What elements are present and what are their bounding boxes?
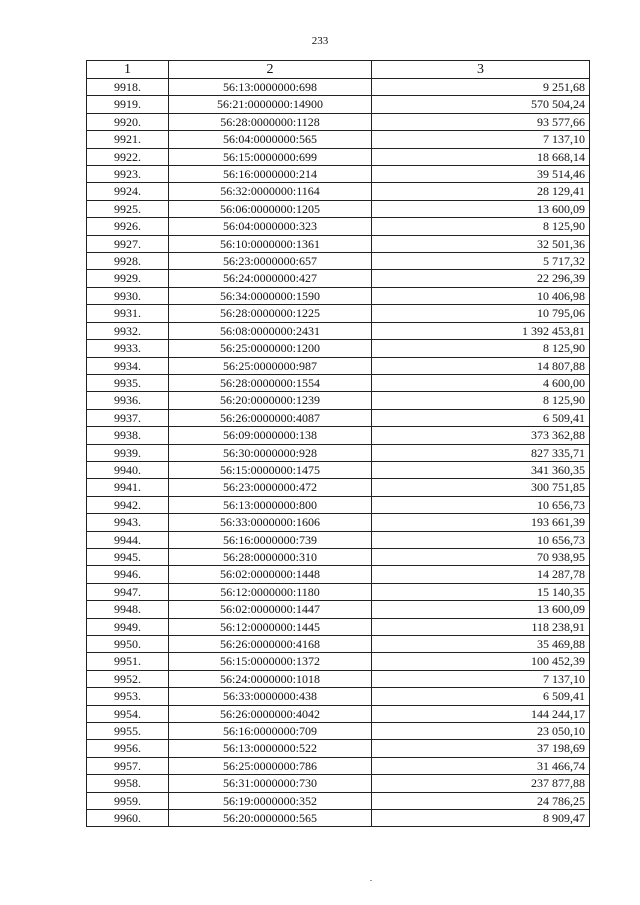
cadastral-number-cell: 56:02:0000000:1447 [169, 601, 372, 618]
cadastral-number-cell: 56:30:0000000:928 [169, 444, 372, 461]
row-number-cell: 9918. [87, 79, 169, 96]
row-number-cell: 9949. [87, 618, 169, 635]
cadastral-number-cell: 56:26:0000000:4042 [169, 705, 372, 722]
amount-cell: 10 795,06 [372, 305, 590, 322]
table-row [87, 531, 590, 548]
column-header-2: 2 [169, 61, 372, 79]
amount-cell: 10 406,98 [372, 287, 590, 304]
cadastral-number-cell: 56:26:0000000:4168 [169, 636, 372, 653]
row-number-cell: 9936. [87, 392, 169, 409]
amount-cell: 6 509,41 [372, 688, 590, 705]
amount-cell: 8 125,90 [372, 340, 590, 357]
row-number-cell: 9955. [87, 723, 169, 740]
cadastral-number-cell: 56:13:0000000:522 [169, 740, 372, 757]
row-number-cell: 9933. [87, 340, 169, 357]
table-row [87, 131, 590, 148]
row-number-cell: 9950. [87, 636, 169, 653]
amount-cell: 15 140,35 [372, 583, 590, 600]
amount-cell: 14 287,78 [372, 566, 590, 583]
cadastral-number-cell: 56:19:0000000:352 [169, 792, 372, 809]
table-row [87, 392, 590, 409]
table-row [87, 374, 590, 391]
table-row [87, 357, 590, 374]
cadastral-number-cell: 56:15:0000000:699 [169, 148, 372, 165]
cadastral-number-cell: 56:31:0000000:730 [169, 775, 372, 792]
table-row [87, 461, 590, 478]
amount-cell: 7 137,10 [372, 670, 590, 687]
row-number-cell: 9919. [87, 96, 169, 113]
cadastral-number-cell: 56:09:0000000:138 [169, 427, 372, 444]
cadastral-number-cell: 56:23:0000000:657 [169, 253, 372, 270]
table-row [87, 200, 590, 217]
row-number-cell: 9943. [87, 514, 169, 531]
row-number-cell: 9930. [87, 287, 169, 304]
amount-cell: 118 238,91 [372, 618, 590, 635]
amount-cell: 300 751,85 [372, 479, 590, 496]
table-row [87, 340, 590, 357]
table-row [87, 757, 590, 774]
row-number-cell: 9934. [87, 357, 169, 374]
column-header-1: 1 [87, 61, 169, 79]
amount-cell: 827 335,71 [372, 444, 590, 461]
cadastral-number-cell: 56:24:0000000:1018 [169, 670, 372, 687]
table-row [87, 183, 590, 200]
cadastral-number-cell: 56:20:0000000:565 [169, 810, 372, 827]
row-number-cell: 9920. [87, 113, 169, 130]
amount-cell: 100 452,39 [372, 653, 590, 670]
amount-cell: 10 656,73 [372, 531, 590, 548]
amount-cell: 570 504,24 [372, 96, 590, 113]
row-number-cell: 9927. [87, 235, 169, 252]
page-number: 233 [311, 35, 329, 47]
amount-cell: 10 656,73 [372, 496, 590, 513]
row-number-cell: 9956. [87, 740, 169, 757]
cadastral-number-cell: 56:20:0000000:1239 [169, 392, 372, 409]
table-row [87, 670, 590, 687]
row-number-cell: 9922. [87, 148, 169, 165]
table-row [87, 218, 590, 235]
table-row [87, 113, 590, 130]
cadastral-number-cell: 56:16:0000000:214 [169, 166, 372, 183]
row-number-cell: 9948. [87, 601, 169, 618]
amount-cell: 14 807,88 [372, 357, 590, 374]
cadastral-number-cell: 56:25:0000000:786 [169, 757, 372, 774]
amount-cell: 8 125,90 [372, 218, 590, 235]
cadastral-number-cell: 56:24:0000000:427 [169, 270, 372, 287]
table-row [87, 514, 590, 531]
cadastral-number-cell: 56:12:0000000:1445 [169, 618, 372, 635]
row-number-cell: 9928. [87, 253, 169, 270]
amount-cell: 70 938,95 [372, 548, 590, 565]
amount-cell: 5 717,32 [372, 253, 590, 270]
amount-cell: 8 909,47 [372, 810, 590, 827]
amount-cell: 13 600,09 [372, 200, 590, 217]
row-number-cell: 9947. [87, 583, 169, 600]
table-row [87, 96, 590, 113]
row-number-cell: 9945. [87, 548, 169, 565]
table-row [87, 601, 590, 618]
row-number-cell: 9938. [87, 427, 169, 444]
cadastral-number-cell: 56:34:0000000:1590 [169, 287, 372, 304]
table-row [87, 653, 590, 670]
table-row [87, 705, 590, 722]
row-number-cell: 9925. [87, 200, 169, 217]
amount-cell: 22 296,39 [372, 270, 590, 287]
table-row [87, 810, 590, 827]
row-number-cell: 9951. [87, 653, 169, 670]
amount-cell: 193 661,39 [372, 514, 590, 531]
row-number-cell: 9939. [87, 444, 169, 461]
table-body [87, 79, 590, 827]
amount-cell: 6 509,41 [372, 409, 590, 426]
row-number-cell: 9935. [87, 374, 169, 391]
amount-cell: 32 501,36 [372, 235, 590, 252]
table-row [87, 688, 590, 705]
cadastral-number-cell: 56:28:0000000:1554 [169, 374, 372, 391]
cadastral-number-cell: 56:32:0000000:1164 [169, 183, 372, 200]
row-number-cell: 9932. [87, 322, 169, 339]
amount-cell: 37 198,69 [372, 740, 590, 757]
cadastral-number-cell: 56:16:0000000:709 [169, 723, 372, 740]
table-row [87, 636, 590, 653]
table-row [87, 444, 590, 461]
column-header-3: 3 [372, 61, 590, 79]
amount-cell: 237 877,88 [372, 775, 590, 792]
cadastral-number-cell: 56:13:0000000:800 [169, 496, 372, 513]
amount-cell: 7 137,10 [372, 131, 590, 148]
cadastral-number-cell: 56:04:0000000:565 [169, 131, 372, 148]
cadastral-number-cell: 56:25:0000000:987 [169, 357, 372, 374]
row-number-cell: 9960. [87, 810, 169, 827]
cadastral-number-cell: 56:15:0000000:1475 [169, 461, 372, 478]
table-row [87, 322, 590, 339]
amount-cell: 18 668,14 [372, 148, 590, 165]
row-number-cell: 9941. [87, 479, 169, 496]
row-number-cell: 9929. [87, 270, 169, 287]
table-row [87, 548, 590, 565]
cadastral-number-cell: 56:28:0000000:1128 [169, 113, 372, 130]
row-number-cell: 9937. [87, 409, 169, 426]
amount-cell: 373 362,88 [372, 427, 590, 444]
amount-cell: 23 050,10 [372, 723, 590, 740]
amount-cell: 13 600,09 [372, 601, 590, 618]
cadastral-number-cell: 56:15:0000000:1372 [169, 653, 372, 670]
table-row [87, 775, 590, 792]
row-number-cell: 9944. [87, 531, 169, 548]
amount-cell: 39 514,46 [372, 166, 590, 183]
table-row [87, 148, 590, 165]
table-row [87, 618, 590, 635]
cadastral-number-cell: 56:21:0000000:14900 [169, 96, 372, 113]
cadastral-number-cell: 56:16:0000000:739 [169, 531, 372, 548]
table-row [87, 409, 590, 426]
table-row [87, 427, 590, 444]
row-number-cell: 9958. [87, 775, 169, 792]
row-number-cell: 9946. [87, 566, 169, 583]
cadastral-number-cell: 56:13:0000000:698 [169, 79, 372, 96]
scan-speck [370, 880, 372, 881]
cadastral-number-cell: 56:33:0000000:438 [169, 688, 372, 705]
table-row [87, 305, 590, 322]
row-number-cell: 9942. [87, 496, 169, 513]
amount-cell: 31 466,74 [372, 757, 590, 774]
table-row [87, 270, 590, 287]
row-number-cell: 9959. [87, 792, 169, 809]
cadastral-number-cell: 56:28:0000000:1225 [169, 305, 372, 322]
row-number-cell: 9923. [87, 166, 169, 183]
table-row [87, 79, 590, 96]
cadastral-number-cell: 56:12:0000000:1180 [169, 583, 372, 600]
row-number-cell: 9924. [87, 183, 169, 200]
cadastral-number-cell: 56:28:0000000:310 [169, 548, 372, 565]
amount-cell: 4 600,00 [372, 374, 590, 391]
amount-cell: 9 251,68 [372, 79, 590, 96]
table-row [87, 479, 590, 496]
amount-cell: 1 392 453,81 [372, 322, 590, 339]
row-number-cell: 9926. [87, 218, 169, 235]
amount-cell: 35 469,88 [372, 636, 590, 653]
row-number-cell: 9921. [87, 131, 169, 148]
amount-cell: 93 577,66 [372, 113, 590, 130]
row-number-cell: 9940. [87, 461, 169, 478]
cadastral-number-cell: 56:08:0000000:2431 [169, 322, 372, 339]
cadastral-number-cell: 56:23:0000000:472 [169, 479, 372, 496]
table-row [87, 723, 590, 740]
row-number-cell: 9954. [87, 705, 169, 722]
table-row [87, 792, 590, 809]
amount-cell: 8 125,90 [372, 392, 590, 409]
table-row [87, 583, 590, 600]
cadastral-number-cell: 56:04:0000000:323 [169, 218, 372, 235]
amount-cell: 28 129,41 [372, 183, 590, 200]
cadastral-number-cell: 56:06:0000000:1205 [169, 200, 372, 217]
row-number-cell: 9931. [87, 305, 169, 322]
row-number-cell: 9957. [87, 757, 169, 774]
cadastral-number-cell: 56:33:0000000:1606 [169, 514, 372, 531]
amount-cell: 144 244,17 [372, 705, 590, 722]
table-row [87, 566, 590, 583]
table-row [87, 166, 590, 183]
table-header-row [87, 61, 590, 79]
row-number-cell: 9953. [87, 688, 169, 705]
amount-cell: 341 360,35 [372, 461, 590, 478]
cadastral-number-cell: 56:25:0000000:1200 [169, 340, 372, 357]
cadastral-number-cell: 56:26:0000000:4087 [169, 409, 372, 426]
table-row [87, 496, 590, 513]
cadastral-number-cell: 56:02:0000000:1448 [169, 566, 372, 583]
amount-cell: 24 786,25 [372, 792, 590, 809]
table-row [87, 287, 590, 304]
row-number-cell: 9952. [87, 670, 169, 687]
table-row [87, 740, 590, 757]
registry-table [86, 60, 590, 827]
cadastral-number-cell: 56:10:0000000:1361 [169, 235, 372, 252]
table-row [87, 253, 590, 270]
table-row [87, 235, 590, 252]
